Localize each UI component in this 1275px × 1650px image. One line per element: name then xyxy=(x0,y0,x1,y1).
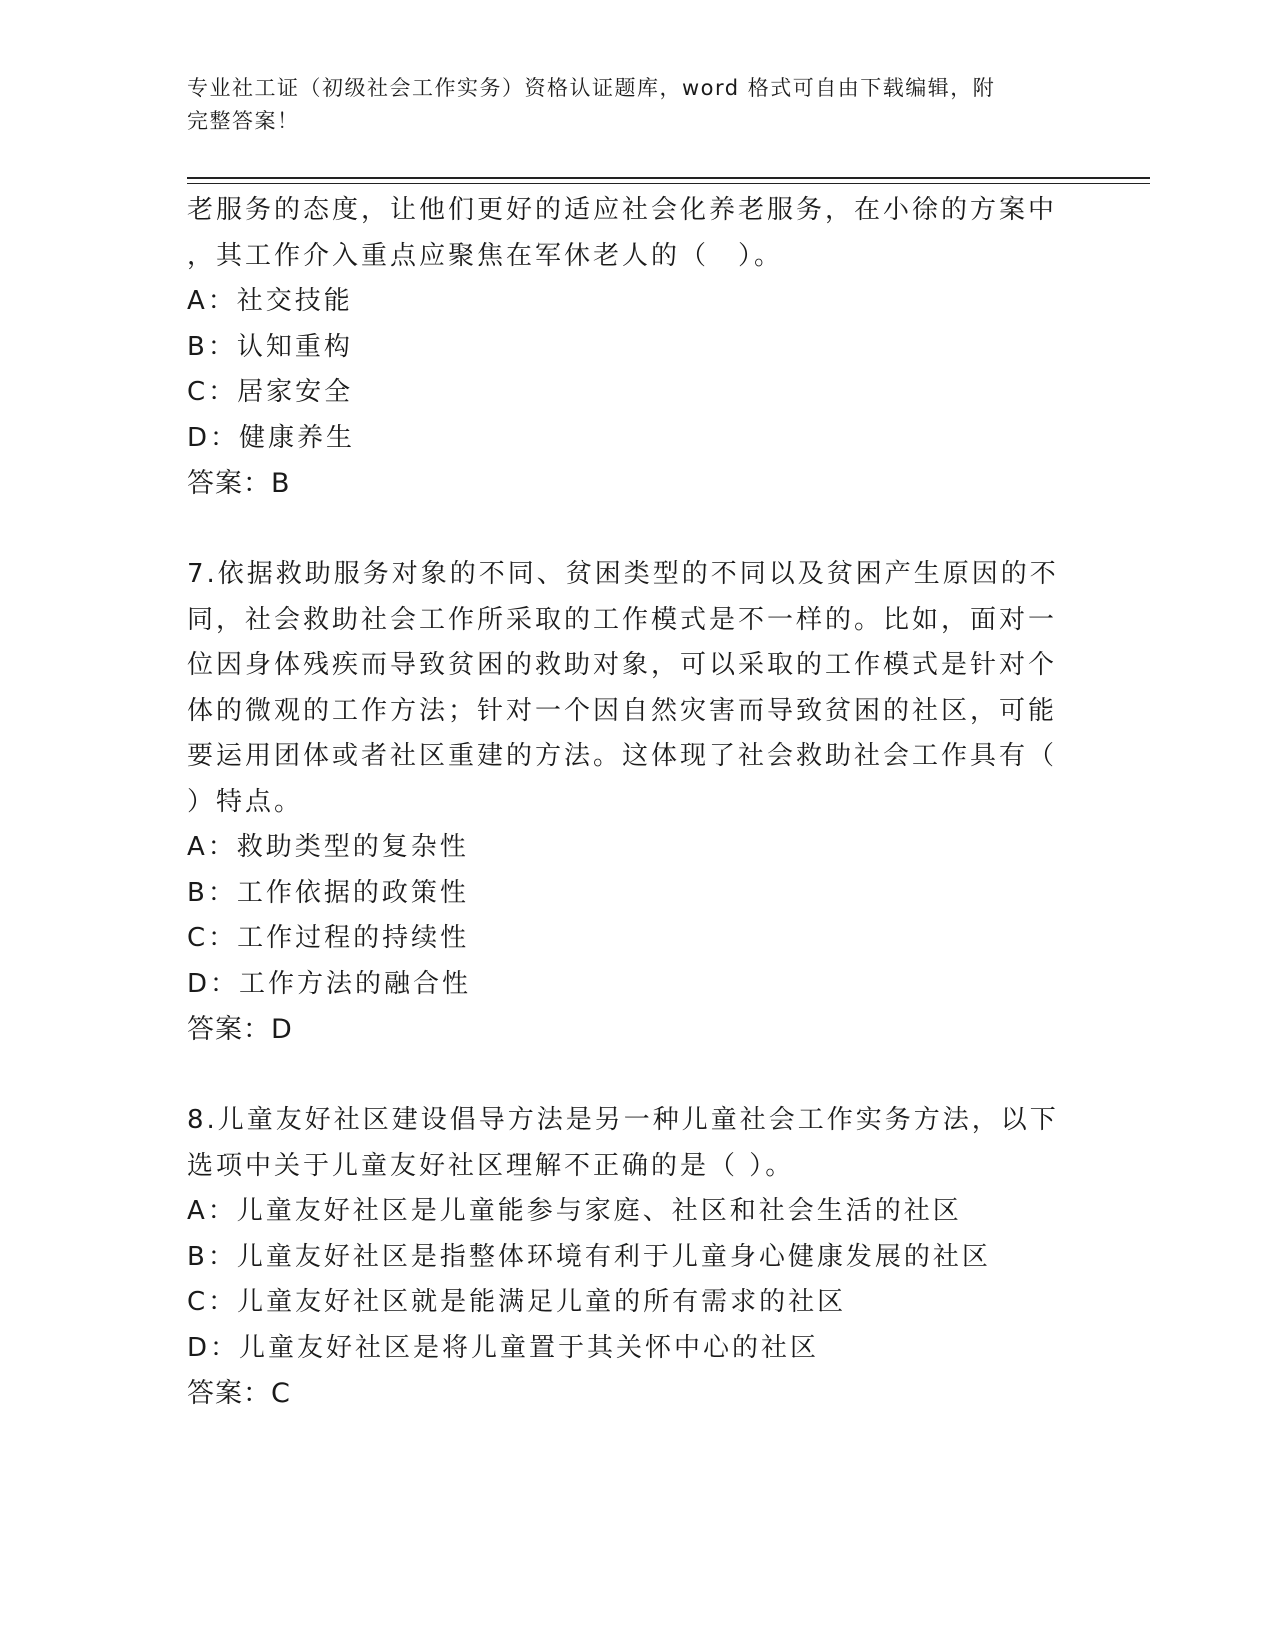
option-d: D：健康养生 xyxy=(187,422,356,453)
question-stem-line: 8.儿童友好社区建设倡导方法是另一种儿童社会工作实务方法，以下 xyxy=(187,1105,1059,1135)
option-a: A：儿童友好社区是儿童能参与家庭、社区和社会生活的社区 xyxy=(187,1196,962,1226)
header-divider-thin xyxy=(187,183,1150,184)
option-a: A：社交技能 xyxy=(187,286,353,316)
question-stem-line: 体的微观的工作方法；针对一个因自然灾害而导致贫困的社区，可能 xyxy=(187,695,1058,726)
option-b: B：儿童友好社区是指整体环境有利于儿童身心健康发展的社区 xyxy=(187,1241,991,1272)
question-6 xyxy=(187,188,1067,507)
option-d: D：儿童友好社区是将儿童置于其关怀中心的社区 xyxy=(187,1332,820,1363)
question-7 xyxy=(187,552,1067,1053)
header-line-2: 完整答案！ xyxy=(187,109,300,133)
answer-line: 答案：D xyxy=(187,1014,293,1045)
question-stem-line: 选项中关于儿童友好社区理解不正确的是（ ）。 xyxy=(187,1150,795,1181)
option-b: B：工作依据的政策性 xyxy=(187,877,469,908)
option-b: B：认知重构 xyxy=(187,331,353,362)
question-spacer xyxy=(187,507,1067,553)
option-a: A：救助类型的复杂性 xyxy=(187,832,469,862)
option-c: C：工作过程的持续性 xyxy=(187,923,470,953)
question-stem-line: ，其工作介入重点应聚焦在军休老人的（ ）。 xyxy=(187,240,784,271)
option-c: C：居家安全 xyxy=(187,377,354,407)
question-8 xyxy=(187,1098,1067,1417)
question-stem-line: 要运用团体或者社区重建的方法。这体现了社会救助社会工作具有（ xyxy=(187,741,1058,771)
answer-line: 答案：C xyxy=(187,1378,291,1409)
question-stem-line: 位因身体残疾而导致贫困的救助对象，可以采取的工作模式是针对个 xyxy=(187,650,1058,680)
option-c: C：儿童友好社区就是能满足儿童的所有需求的社区 xyxy=(187,1287,847,1317)
header-line-1: 专业社工证（初级社会工作实务）资格认证题库，word 格式可自由下载编辑，附 xyxy=(187,76,996,100)
question-spacer xyxy=(187,1053,1067,1099)
answer-line: 答案：B xyxy=(187,468,291,499)
question-list xyxy=(187,188,1067,1417)
option-d: D：工作方法的融合性 xyxy=(187,968,472,999)
question-stem-line: ）特点。 xyxy=(187,786,304,817)
question-stem-line: 7.依据救助服务对象的不同、贫困类型的不同以及贫困产生原因的不 xyxy=(187,559,1059,589)
question-stem-line: 老服务的态度，让他们更好的适应社会化养老服务，在小徐的方案中 xyxy=(187,195,1058,225)
document-header xyxy=(187,72,1067,138)
question-stem-line: 同，社会救助社会工作所采取的工作模式是不一样的。比如，面对一 xyxy=(187,604,1058,635)
header-divider-thick xyxy=(187,177,1150,179)
